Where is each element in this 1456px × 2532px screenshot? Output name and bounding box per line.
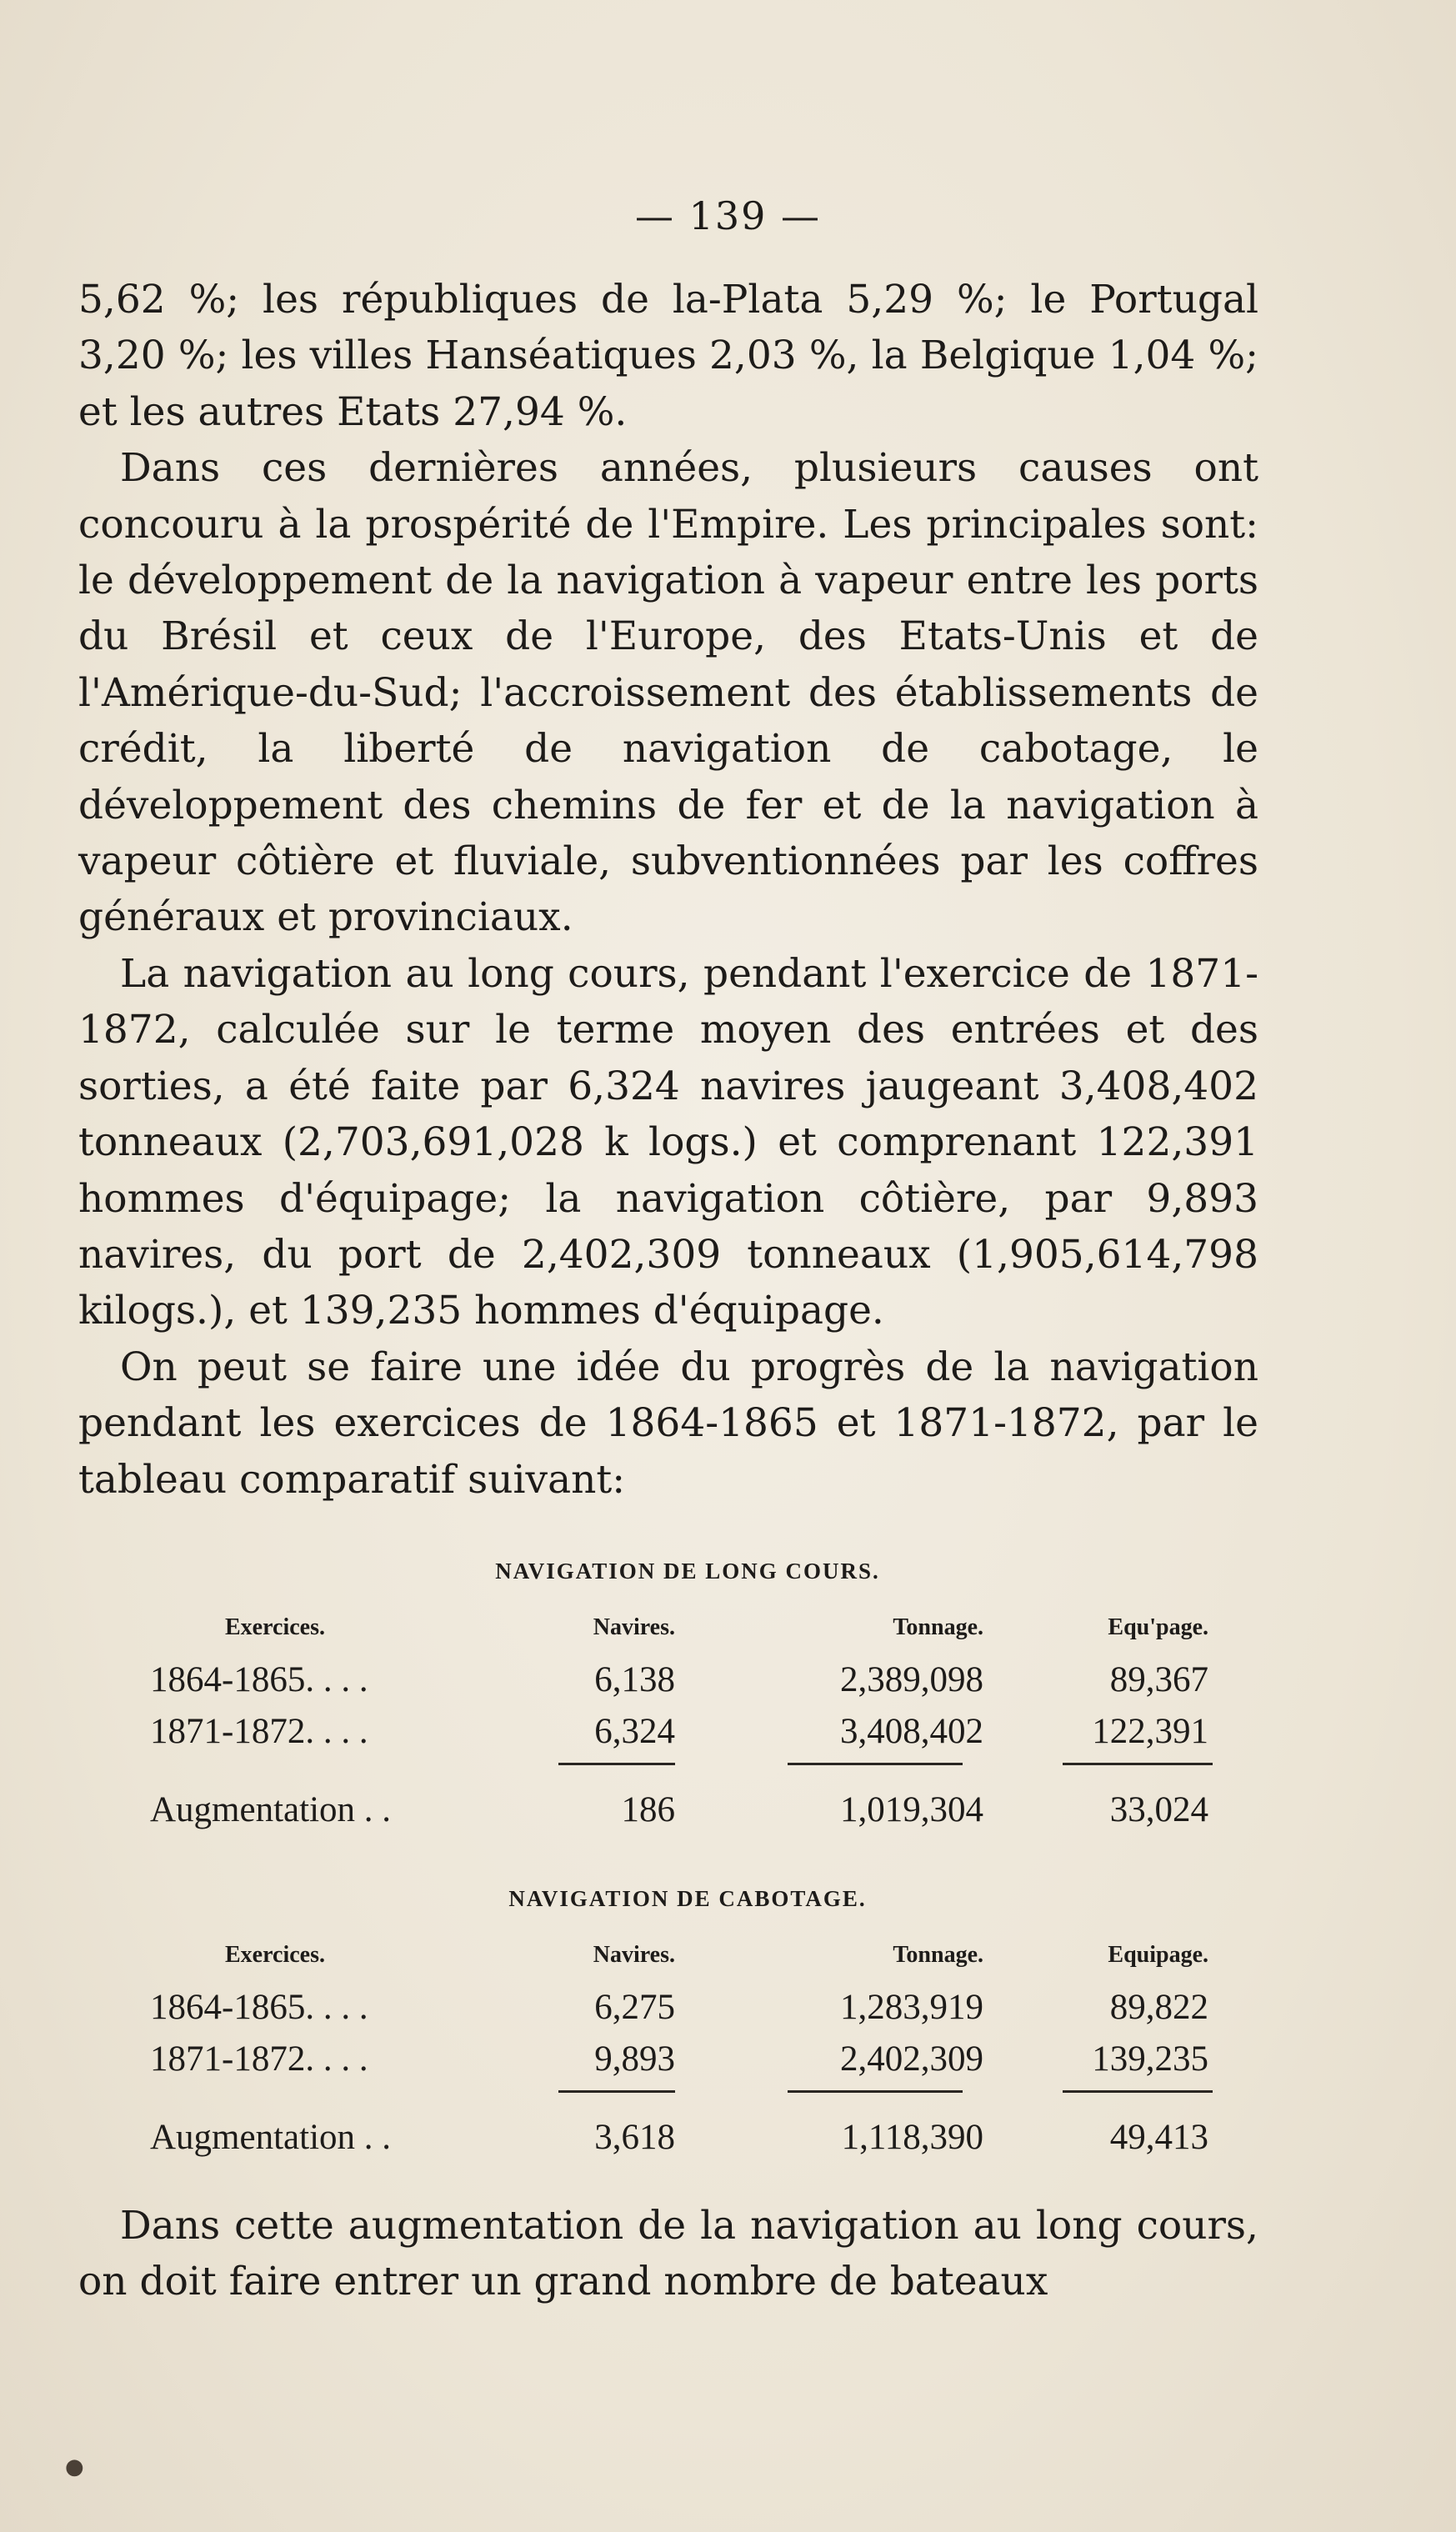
- table-row: [150, 1987, 1225, 2039]
- header-tonnage: Tonnage.: [893, 1614, 983, 1640]
- cell-equipage: 139,235: [1092, 2039, 1208, 2079]
- cell-navires: 6,275: [594, 1988, 675, 2027]
- cell-exercice: 1864-1865. . . .: [150, 1660, 368, 1699]
- cell-navires: 9,893: [594, 2039, 675, 2079]
- table-title: NAVIGATION DE LONG COURS.: [495, 1559, 880, 1584]
- sum-rule: [1063, 1763, 1213, 1765]
- cell-tonnage: 1,283,919: [840, 1988, 983, 2027]
- table-header-row: [150, 1614, 1225, 1659]
- cell-navires: 6,324: [594, 1712, 675, 1751]
- paragraph-continuation: 5,62 %; les républiques de la-Plata 5,29 %; le Portugal 3,20 %; les villes Hanséatiques 2,03 %, la Belgique 1,04 %; et les autres Etats 27,94 %.: [78, 277, 1258, 435]
- header-navires: Navires.: [593, 1942, 675, 1968]
- sum-rule: [788, 1763, 963, 1765]
- ink-stain-mark: ●: [65, 2454, 84, 2479]
- cell-exercice: 1871-1872. . . .: [150, 2039, 368, 2079]
- sum-rule: [558, 1763, 675, 1765]
- header-exercices: Exercices.: [225, 1942, 325, 1968]
- sum-rule: [1063, 2090, 1213, 2093]
- paragraph-table-intro: On peut se faire une idée du progrès de la navigation pendant les exercices de 1864-1865 et 1871-1872, par le tableau comparatif suivant:: [78, 1344, 1258, 1503]
- cell-tonnage: 2,389,098: [840, 1660, 983, 1699]
- sum-rules: [150, 1763, 1225, 1766]
- sum-rule: [788, 2090, 963, 2093]
- cell-exercice: 1864-1865. . . .: [150, 1988, 368, 2027]
- cell-total-navires: 3,618: [594, 2118, 675, 2157]
- cell-navires: 6,138: [594, 1660, 675, 1699]
- paragraph-navigation: La navigation au long cours, pendant l'exercice de 1871-1872, calculée sur le terme moyen des entrées et des sorties, a été faite par 6,324 navires jaugeant 3,408,402 tonneaux (2,703,691,028 k logs.) et comprenant 122,391 hommes d'équipage; la navigation côtière, par 9,893 navires, du port de 2,402,309 tonneaux (1,905,614,798 kilogs.), et 139,235 hommes d'équipage.: [78, 950, 1258, 1334]
- table-total-row: [150, 1789, 1225, 1841]
- table-long-cours: [150, 1559, 1225, 1841]
- cell-total-label: Augmentation . .: [150, 1790, 392, 1829]
- table-row: [150, 2039, 1225, 2090]
- cell-total-tonnage: 1,019,304: [840, 1790, 983, 1829]
- table-row: [150, 1659, 1225, 1711]
- body-text-top: [78, 272, 1258, 1508]
- header-exercices: Exercices.: [225, 1614, 325, 1640]
- sum-rule: [558, 2090, 675, 2093]
- table-title: NAVIGATION DE CABOTAGE.: [508, 1886, 867, 1911]
- cell-tonnage: 3,408,402: [840, 1712, 983, 1751]
- sum-rules: [150, 2090, 1225, 2094]
- cell-total-navires: 186: [621, 1790, 675, 1829]
- cell-exercice: 1871-1872. . . .: [150, 1712, 368, 1751]
- cell-tonnage: 2,402,309: [840, 2039, 983, 2079]
- header-equipage: Equipage.: [1108, 1942, 1208, 1968]
- cell-total-label: Augmentation . .: [150, 2118, 392, 2157]
- cell-total-equipage: 33,024: [1109, 1790, 1208, 1829]
- paragraph-conclusion: Dans cette augmentation de la navigation au long cours, on doit faire entrer un grand nombre de bateaux: [78, 2203, 1258, 2305]
- page-number: — 139 —: [634, 193, 822, 238]
- cell-total-equipage: 49,413: [1109, 2118, 1208, 2157]
- cell-total-tonnage: 1,118,390: [841, 2118, 983, 2157]
- cell-equipage: 89,822: [1109, 1988, 1208, 2027]
- table-cabotage: [150, 1886, 1225, 2169]
- header-navires: Navires.: [593, 1614, 675, 1640]
- header-tonnage: Tonnage.: [893, 1942, 983, 1968]
- table-header-row: [150, 1942, 1225, 1987]
- cell-equipage: 122,391: [1092, 1712, 1208, 1751]
- header-equipage: Equ'page.: [1108, 1614, 1208, 1640]
- body-text-bottom: [78, 2198, 1258, 2310]
- table-total-row: [150, 2117, 1225, 2169]
- paragraph-causes: Dans ces dernières années, plusieurs causes ont concouru à la prospérité de l'Empire. Les principales sont: le développement de la navigation à vapeur entre les ports du Brésil et ceux de l'Europe, des Etats-Unis et de l'Amérique-du-Sud; l'accroissement des établissements de crédit, la liberté de navigation de cabotage, le développement des chemins de fer et de la navigation à vapeur côtière et fluviale, subventionnées par les coffres généraux et provinciaux.: [78, 445, 1258, 941]
- cell-equipage: 89,367: [1109, 1660, 1208, 1699]
- table-row: [150, 1711, 1225, 1763]
